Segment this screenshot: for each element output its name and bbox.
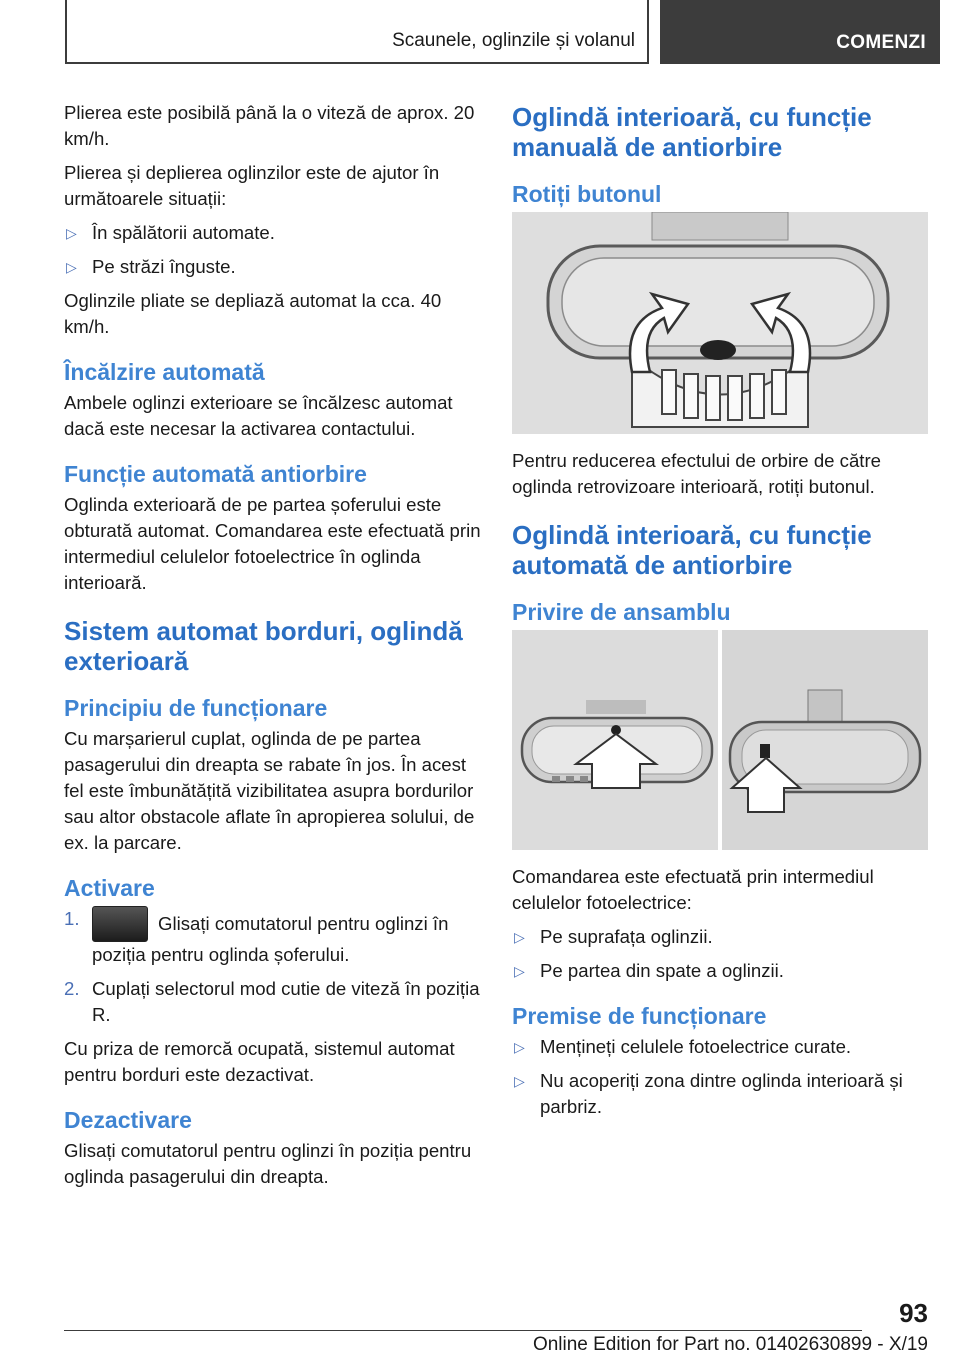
header-chapter-box	[660, 0, 940, 64]
list-item	[512, 958, 930, 984]
header-section-title: Scaunele, oglinzile și volanul	[392, 30, 635, 51]
footer-edition: Online Edition for Part no. 01402630899 - X/19	[532, 1334, 928, 1355]
list-item-text: Pe suprafața oglinzii.	[540, 926, 713, 947]
right-column	[512, 100, 930, 1128]
figure-photocells	[512, 630, 928, 850]
heading-auto-mirror: Oglindă interioară, cu funcție automată de antiorbire	[512, 520, 872, 580]
heading-heating: Încălzire automată	[64, 359, 265, 385]
paragraph: Plierea este posibilă până la o viteză de aprox. 20 km/h.	[64, 102, 475, 149]
triangle-right-icon: ▷	[514, 1073, 525, 1089]
list-item	[512, 1034, 930, 1060]
triangle-right-icon: ▷	[66, 225, 77, 241]
heading-manual-mirror: Oglindă interioară, cu funcție manuală de antiorbire	[512, 102, 872, 162]
triangle-right-icon: ▷	[66, 259, 77, 275]
left-column	[64, 100, 484, 1198]
list-item	[512, 924, 930, 950]
list-item-text: Pe străzi înguste.	[92, 256, 236, 277]
mirror-front-illustration	[512, 630, 718, 850]
step-text: Cuplați selectorul mod cutie de viteză în poziția R.	[92, 978, 480, 1025]
header-chapter-title: COMENZI	[836, 32, 926, 53]
heading-curb-system: Sistem automat borduri, oglindă exterioară	[64, 616, 463, 676]
list-item-text: În spălătorii automate.	[92, 222, 275, 243]
paragraph: Comandarea este efectuată prin intermediul celulelor fotoelectrice:	[512, 866, 874, 913]
footer-divider	[64, 1330, 862, 1331]
heading-rotate: Rotiți butonul	[512, 181, 662, 207]
mirror-switch-icon	[92, 906, 148, 942]
paragraph: Plierea și deplierea oglinzilor este de ajutor în următoarele situații:	[64, 162, 440, 209]
heading-overview: Privire de ansamblu	[512, 599, 731, 625]
page-number: 93	[899, 1298, 928, 1328]
step-number: 1.	[64, 908, 80, 929]
heading-principle: Principiu de funcționare	[64, 695, 328, 721]
list-item-text: Nu acoperiți zona dintre oglinda interioară și parbriz.	[540, 1070, 903, 1117]
step-item	[64, 906, 484, 968]
heading-premise: Premise de funcționare	[512, 1003, 767, 1029]
mirror-rotate-illustration	[512, 212, 928, 434]
step-number: 2.	[64, 978, 80, 999]
triangle-right-icon: ▷	[514, 1039, 525, 1055]
heading-antiglare: Funcție automată antiorbire	[64, 461, 367, 487]
header-section-box	[65, 0, 649, 64]
triangle-right-icon: ▷	[514, 929, 525, 945]
mirror-back-illustration	[722, 630, 928, 850]
step-content	[92, 906, 484, 968]
paragraph: Oglinzile pliate se depliază automat la cca. 40 km/h.	[64, 290, 442, 337]
list-item	[64, 220, 484, 246]
paragraph: Cu marșarierul cuplat, oglinda de pe partea pasagerului din dreapta se rabate în jos. În acest fel este îmbunătățită vizibilitatea asupra bordurilor sau altor obstacole aflate în apropierea solului, de ex. la parcare.	[64, 728, 475, 853]
list-item	[64, 254, 484, 280]
list-item	[512, 1068, 930, 1120]
step-item	[64, 976, 484, 1028]
list-item-text: Pe partea din spate a oglinzii.	[540, 960, 784, 981]
figure-rotate-knob	[512, 212, 928, 434]
paragraph: Pentru reducerea efectului de orbire de către oglinda retrovizoare interioară, rotiți butonul.	[512, 450, 881, 497]
heading-activate: Activare	[64, 875, 155, 901]
heading-deactivate: Dezactivare	[64, 1107, 192, 1133]
step-text: Glisați comutatorul pentru oglinzi în poziția pentru oglinda șoferului.	[92, 913, 449, 965]
paragraph: Glisați comutatorul pentru oglinzi în poziția pentru oglinda pasagerului din dreapta.	[64, 1140, 472, 1187]
paragraph: Ambele oglinzi exterioare se încălzesc automat dacă este necesar la activarea contactului.	[64, 392, 453, 439]
triangle-right-icon: ▷	[514, 963, 525, 979]
paragraph: Oglinda exterioară de pe partea șoferului este obturată automat. Comandarea este efectuată prin intermediul celulelor fotoelectrice în oglinda interioară.	[64, 494, 481, 593]
paragraph: Cu priza de remorcă ocupată, sistemul automat pentru borduri este dezactivat.	[64, 1038, 455, 1085]
list-item-text: Mențineți celulele fotoelectrice curate.	[540, 1036, 852, 1057]
